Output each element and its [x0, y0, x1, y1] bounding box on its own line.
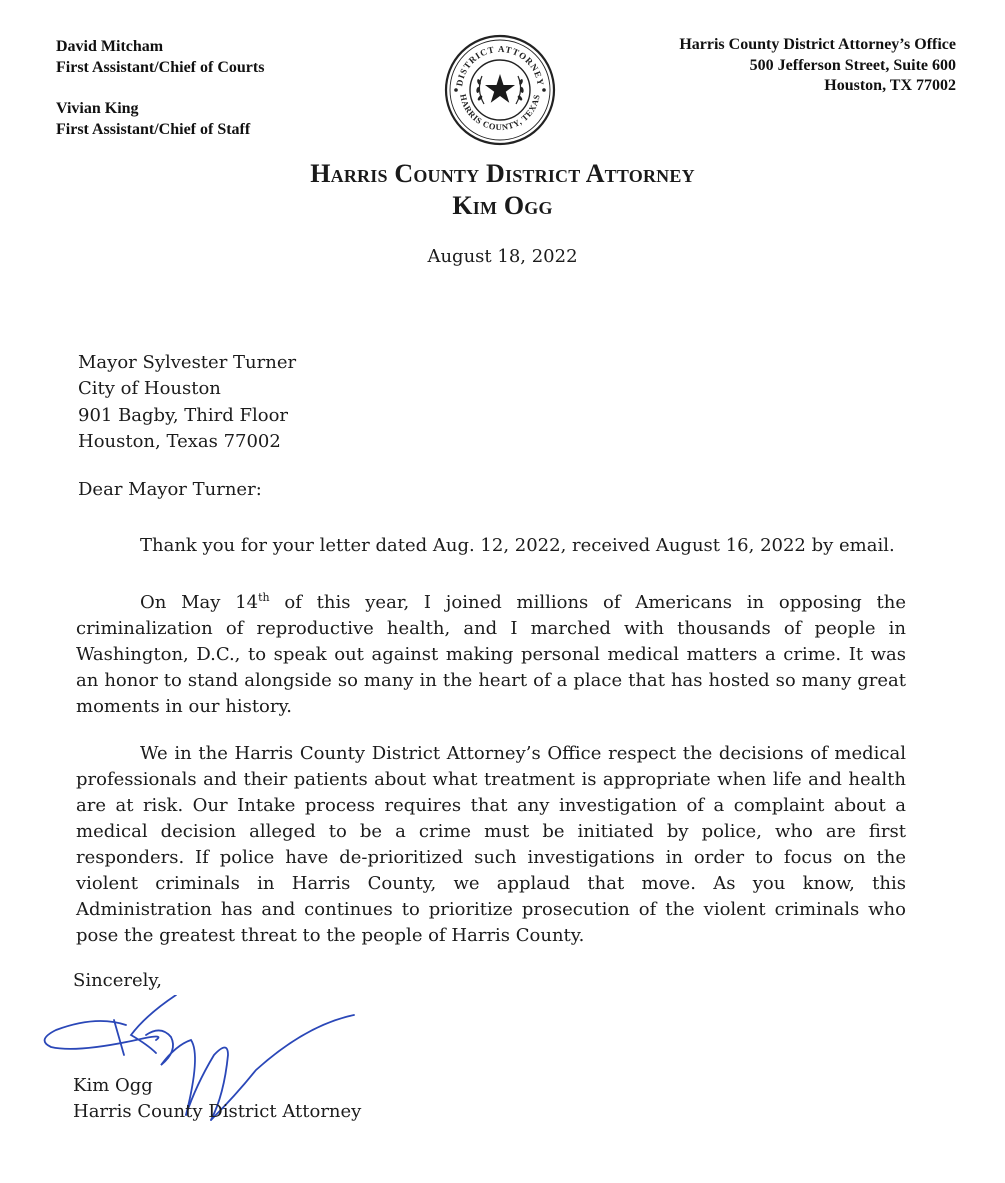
- closing: Sincerely,: [73, 970, 162, 991]
- paragraph-1: [76, 533, 906, 559]
- recipient-org: City of Houston: [78, 378, 221, 400]
- seal-top-text: DISTRICT ATTORNEY: [454, 43, 546, 87]
- recipient-address: [78, 350, 296, 455]
- signer-name: Kim Ogg: [73, 1075, 153, 1096]
- office-street: 500 Jefferson Street, Suite 600: [749, 56, 956, 74]
- recipient-city: Houston, Texas 77002: [78, 430, 281, 452]
- seal-bottom-text: HARRIS COUNTY, TEXAS: [458, 93, 542, 133]
- paragraph-1-text: Thank you for your letter dated Aug. 12, 2022, received August 16, 2022 by email.: [140, 535, 895, 556]
- letter-date: August 18, 2022: [427, 246, 578, 267]
- office-name: Harris County District Attorney’s Office: [679, 36, 956, 53]
- paragraph-2-superscript: th: [258, 591, 270, 604]
- paragraph-2-start: On May 14: [140, 592, 259, 613]
- letterhead-staff: [56, 37, 264, 140]
- first-assistant-courts-title: First Assistant/Chief of Courts: [56, 58, 265, 76]
- office-heading-line1: Harris County District Attorney: [310, 159, 695, 188]
- recipient-street: 901 Bagby, Third Floor: [78, 404, 289, 426]
- paragraph-2: [76, 585, 906, 720]
- first-assistant-courts-name: David Mitcham: [56, 38, 164, 55]
- office-city: Houston, TX 77002: [824, 77, 956, 94]
- office-heading-line2: Kim Ogg: [452, 191, 553, 220]
- letterhead-address: [679, 35, 956, 97]
- first-assistant-staff-name: Vivian King: [56, 100, 139, 117]
- office-heading: [0, 158, 1005, 222]
- salutation: Dear Mayor Turner:: [78, 479, 262, 500]
- paragraph-2-rest: of this year, I joined millions of Americans in opposing the criminalization of reproductive health, and I marched with thousands of people in Washington, D.C., to speak out against making personal medical matters a crime. It was an honor to stand alongside so many in the heart of a place that has hosted so many great moments in our history.: [76, 592, 906, 717]
- district-attorney-seal-icon: [444, 34, 556, 146]
- first-assistant-staff-title: First Assistant/Chief of Staff: [56, 120, 251, 138]
- recipient-name: Mayor Sylvester Turner: [78, 352, 297, 373]
- paragraph-3-text: We in the Harris County District Attorney’s Office respect the decisions of medical professionals and their patients about what treatment is appropriate when life and health are at risk. Our Intake process requires that any investigation of a complaint about a medical decision alleged to be a crime must be initiated by police, who are first responders. If police have de-prioritized such investigations in order to focus on the violent criminals in Harris County, we applaud that move. As you know, this Administration has and continues to prioritize prosecution of the violent criminals who pose the greatest threat to the people of Harris County.: [76, 743, 906, 946]
- paragraph-3: [76, 741, 906, 949]
- signature-block: [73, 1073, 361, 1125]
- signer-title: Harris County District Attorney: [73, 1101, 362, 1122]
